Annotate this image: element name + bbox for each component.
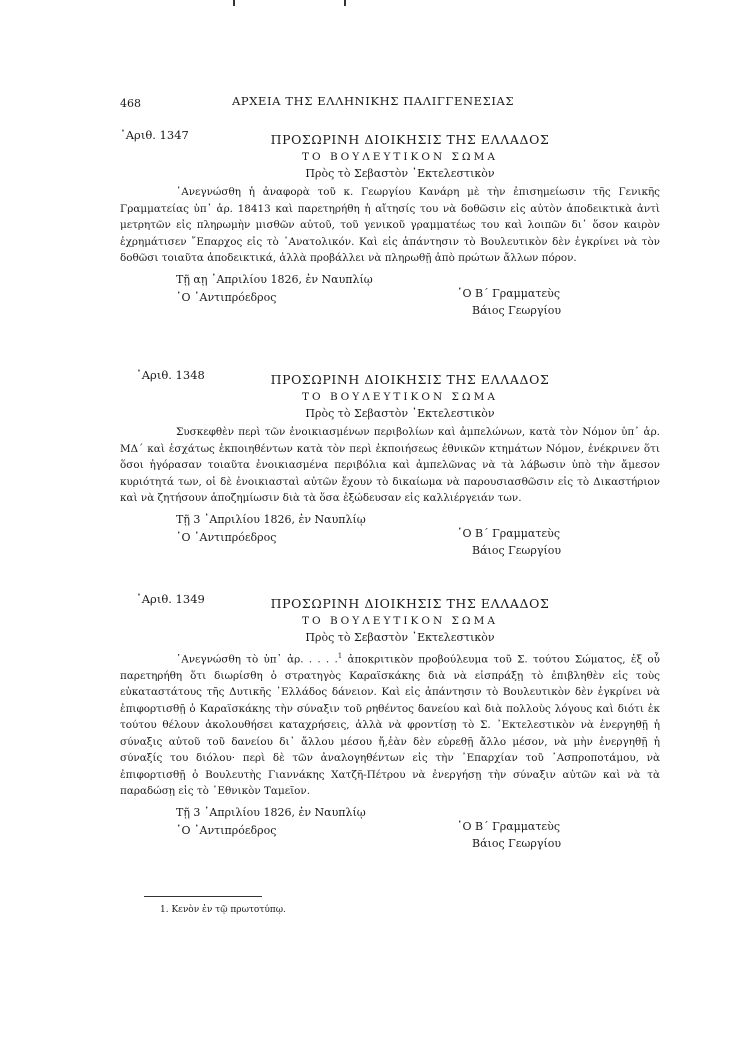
scan-mark: [344, 0, 346, 6]
document-addressee: Πρὸς τὸ Σεβαστὸν ᾿Εκτελεστικὸν: [305, 167, 495, 180]
document-addressee: Πρὸς τὸ Σεβαστὸν ᾿Εκτελεστικὸν: [305, 631, 495, 644]
footnote-reference[interactable]: 1: [337, 652, 343, 660]
secretary-name: Βάιος Γεωργίου: [472, 303, 562, 317]
secretary-name: Βάιος Γεωργίου: [472, 836, 562, 850]
scan-mark: [233, 0, 235, 6]
document-heading: ΠΡΟΣΩΡΙΝΗ ΔΙΟΙΚΗΣΙΣ ΤΗΣ ΕΛΛΑΔΟΣ: [270, 372, 550, 387]
running-head: ΑΡΧΕΙΑ ΤΗΣ ΕΛΛΗΝΙΚΗΣ ΠΑΛΙΓΓΕΝΕΣΙΑΣ: [232, 94, 515, 108]
secretary-title: ῾Ο Β΄ Γραμματεὺς: [457, 819, 560, 833]
document-subheading: ΤΟ ΒΟΥΛΕΥΤΙΚΟΝ ΣΩΜΑ: [302, 615, 498, 627]
document-date: Τῇ 3 ᾿Απριλίου 1826, ἐν Ναυπλίῳ: [176, 512, 366, 526]
secretary-title: ῾Ο Β΄ Γραμματεὺς: [457, 286, 560, 300]
signature-block: [120, 805, 660, 850]
secretary-name: Βάιος Γεωργίου: [472, 543, 562, 557]
document-heading: ΠΡΟΣΩΡΙΝΗ ΔΙΟΙΚΗΣΙΣ ΤΗΣ ΕΛΛΑΔΟΣ: [270, 132, 550, 147]
footnote-divider: [144, 896, 262, 897]
document-subheading: ΤΟ ΒΟΥΛΕΥΤΙΚΟΝ ΣΩΜΑ: [302, 151, 498, 163]
document-date: Τῇ 3 ᾿Απριλίου 1826, ἐν Ναυπλίῳ: [176, 805, 366, 819]
secretary-title: ῾Ο Β΄ Γραμματεὺς: [457, 526, 560, 540]
document-body: ᾿Ανεγνώσθη ἡ ἀναφορὰ τοῦ κ. Γεωργίου Κανάρη μὲ τὴν ἐπισημείωσιν τῆς Γενικῆς Γραμματείας ὑπ᾿ ἀρ. 18413 καὶ παρετηρήθη ἡ αἴτησίς του νὰ δοθῶσιν εἰς αὐτὸν ἀποδεικτικὰ ἀντὶ μετρητῶν εἰς πληρωμὴν μισθῶν αὐτοῦ, τοῦ γενικοῦ γραμματέως του καὶ λοιπῶν δι᾿ ὅσον καιρὸν ἐχρημάτισεν ῎Επαρχος εἰς τὸ ᾿Ανατολικόν. Καὶ εἰς ἀπάντησιν τὸ Βουλευτικὸν δὲν ἐγκρίνει νὰ τὸν δοθῶσι τοιαῦτα ἀποδεικτικά, ἀλλὰ προβάλλει νὰ πληρωθῇ ἀπὸ πρώτων ἄλλων πόρον.: [120, 186, 660, 264]
footnote: 1. Κενὸν ἐν τῷ πρωτοτύπῳ.: [160, 905, 286, 915]
vice-president-signature: ῾Ο ᾿Αντιπρόεδρος: [176, 823, 277, 837]
signature-block: [120, 272, 660, 317]
document-heading: ΠΡΟΣΩΡΙΝΗ ΔΙΟΙΚΗΣΙΣ ΤΗΣ ΕΛΛΑΔΟΣ: [270, 596, 550, 611]
document-entry-1348: [120, 368, 660, 557]
document-number: ᾿Αριθ. 1347: [120, 128, 189, 142]
document-subheading: ΤΟ ΒΟΥΛΕΥΤΙΚΟΝ ΣΩΜΑ: [302, 391, 498, 403]
document-body: [120, 648, 660, 800]
document-number: ᾿Αριθ. 1348: [136, 368, 205, 382]
body-start: ᾿Ανεγνώσθη τὸ ὑπ᾿ ἀρ. . . . .: [176, 653, 338, 666]
document-entry-1349: [120, 592, 660, 850]
page-number: 468: [120, 97, 141, 110]
document-number: ᾿Αριθ. 1349: [136, 592, 205, 606]
body-rest: ἀποκριτικὸν προβούλευμα τοῦ Σ. τούτου Σώματος, ἐξ οὗ παρετηρήθη ὅτι διωρίσθη ὁ στρατηγὸς Καραϊσκάκης διὰ νὰ εἰσπράξῃ τὸ ἐπιβληθὲν εἰς τοὺς εὐκαταστάτους τῆς Δυτικῆς ῾Ελλάδος δάνειον. Καὶ εἰς ἀπάντησιν τὸ Βουλευτικὸν δὲν ἐγκρίνει νὰ ἐπιφορτισθῇ ὁ Καραϊσκάκης τὴν σύναξιν τοῦ ρηθέντος δανείου καὶ διὰ πολλοὺς λόγους καὶ διότι ἐκ τούτου θέλουν ἀκολουθήσει καταχρήσεις, ἀλλὰ νὰ φροντίσῃ τὸ Σ. ᾿Εκτελεστικὸν νὰ ἐνεργηθῇ ἡ σύναξις αὐτοῦ τοῦ δανείου δι᾿ ἄλλου μέσου ἤ,ἐὰν δὲν εὑρεθῇ ἄλλο μέσον, νὰ μὴν ἐνεργηθῇ ἡ σύναξίς του διόλου· περὶ δὲ τῶν ἀναλογηθέντων εἰς τὴν ᾿Επαρχίαν τοῦ ᾿Ασπροποτάμου, νὰ ἐπιφορτισθῇ ὁ Βουλευτὴς Γιαννάκης Χατζῆ-Πέτρου νὰ ἐνεργήσῃ τὴν σύναξιν αὐτῶν καὶ νὰ τὰ παραδώσῃ εἰς τὸ ᾿Εθνικὸν Ταμεῖον.: [120, 653, 660, 798]
document-addressee: Πρὸς τὸ Σεβαστὸν ᾿Εκτελεστικὸν: [305, 407, 495, 420]
signature-block: [120, 512, 660, 557]
vice-president-signature: ῾Ο ᾿Αντιπρόεδρος: [176, 530, 277, 544]
document-body: Συσκεφθὲν περὶ τῶν ἐνοικιασμένων περιβολίων καὶ ἀμπελώνων, κατὰ τὸν Νόμον ὑπ᾿ ἀρ. ΜΔ΄ καὶ ἐσχάτως ἐκποιηθέντων κατὰ τὸν περὶ ἐκποιήσεως ἐθνικῶν κτημάτων Νόμον, ἐνέκρινεν ὅτι ὅσοι ἠγόρασαν τοιαῦτα ἐνοικιασμένα περιβόλια καὶ ἀμπελῶνας νὰ τὰ λάβωσιν ὑπὸ τὴν ἄμεσον κυριότητά των, οἱ δὲ ἐνοικιασταὶ αὐτῶν ἔχουν τὸ δικαίωμα νὰ παρουσιασθῶσιν εἰς τὸ Δικαστήριον καὶ νὰ ζητήσουν ἀποζημίωσιν διὰ τὰ ὅσα ἐξώδευσαν εἰς καλλιέργειάν των.: [120, 426, 660, 504]
vice-president-signature: ῾Ο ᾿Αντιπρόεδρος: [176, 290, 277, 304]
document-entry-1347: [120, 128, 660, 317]
document-date: Τῇ αῃ ᾿Απριλίου 1826, ἐν Ναυπλίῳ: [176, 272, 373, 286]
